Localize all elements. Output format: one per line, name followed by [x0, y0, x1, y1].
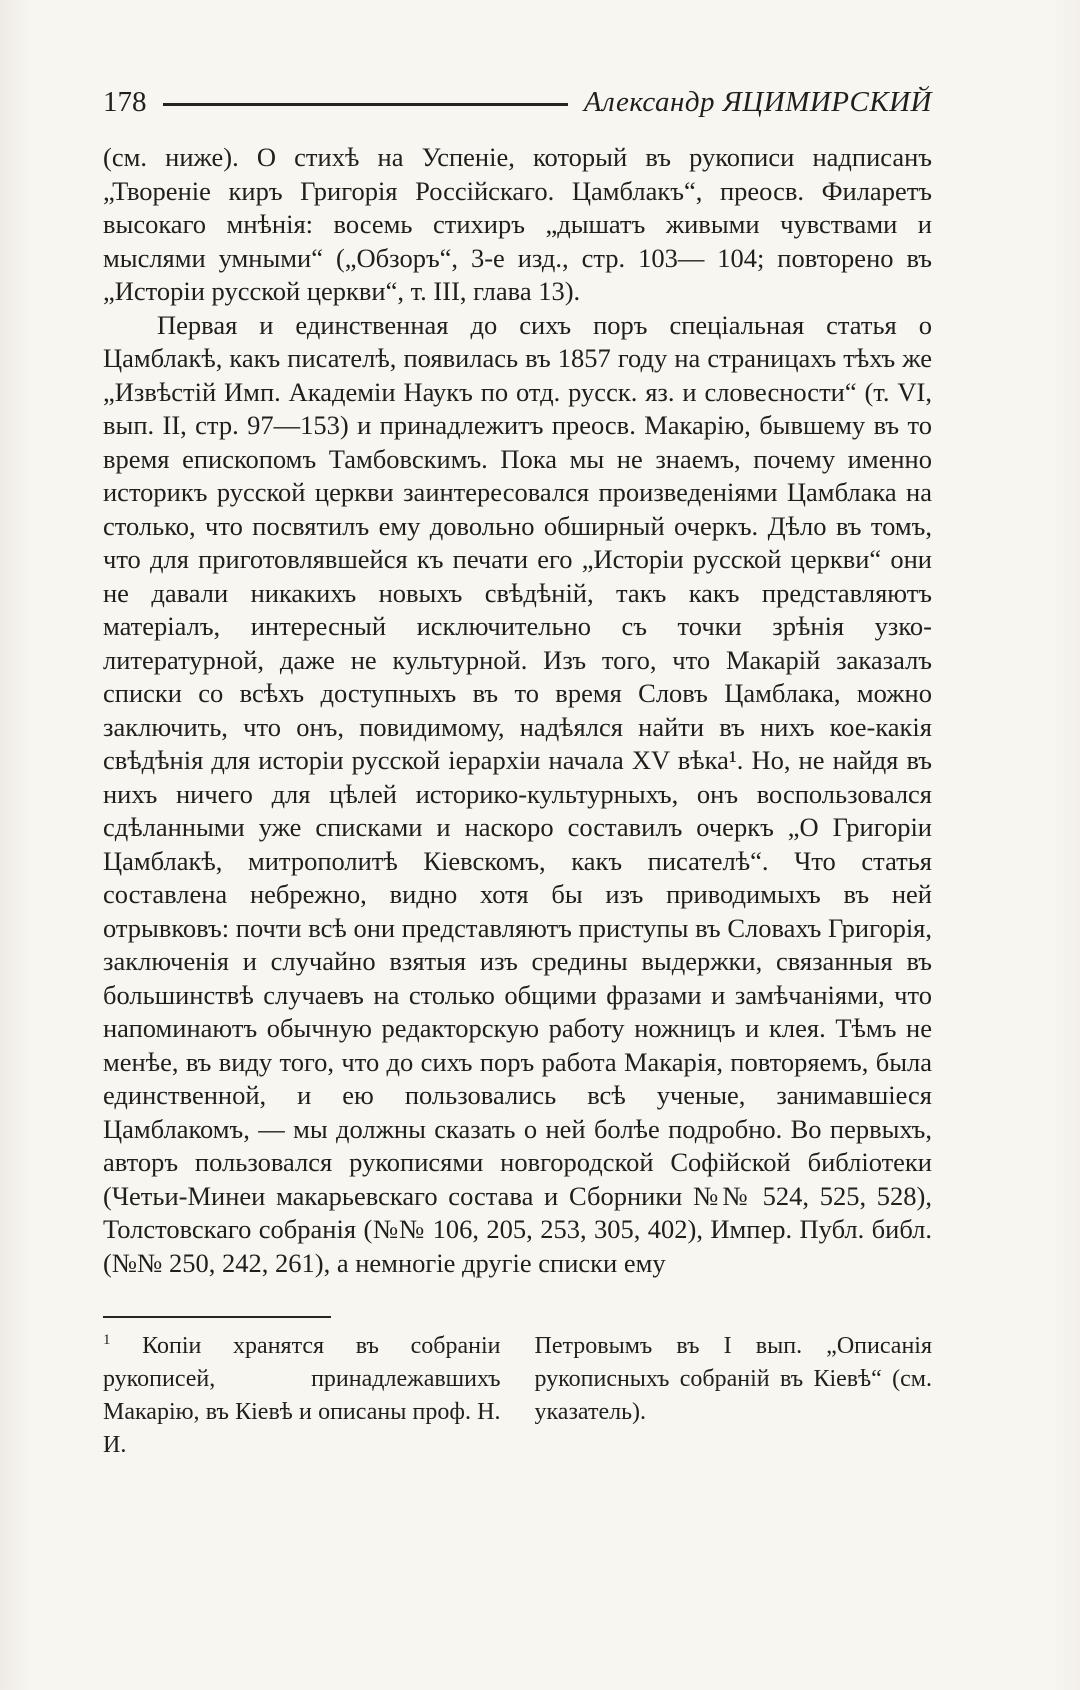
- running-header: [103, 86, 932, 119]
- page-number: 178: [103, 86, 147, 118]
- footnote-marker: 1: [103, 1332, 111, 1348]
- header-rule: [163, 103, 568, 106]
- footnote-divider: [103, 1316, 331, 1318]
- page-body: [103, 141, 932, 1280]
- footnote-columns: [103, 1330, 932, 1462]
- footnote-left-text: Копіи хранятся въ собраніи рукописей, принадлежавшихъ Макарію, въ Кіевѣ и описаны проф. Н. И.: [103, 1333, 501, 1458]
- paragraph: Первая и единственная до сихъ поръ спеціальная статья о Цамблакѣ, какъ писателѣ, появилась въ 1857 году на страницахъ тѣхъ же „Извѣстій Имп. Академіи Наукъ по отд. русск. яз. и словесности“ (т. VI, вып. II, стр. 97—153) и принадлежитъ преосв. Макарію, бывшему въ то время епископомъ Тамбовскимъ. Пока мы не знаемъ, почему именно историкъ русской церкви заинтересовался произведеніями Цамблака на столько, что посвятилъ ему довольно обширный очеркъ. Дѣло въ томъ, что для приготовлявшейся къ печати его „Исторіи русской церкви“ они не давали никакихъ новыхъ свѣдѣній, такъ какъ представляютъ матеріалъ, интересный исключительно съ точки зрѣнія узко-литературной, даже не культурной. Изъ того, что Макарій заказалъ списки со всѣхъ доступныхъ въ то время Словъ Цамблака, можно заключить, что онъ, повидимому, надѣялся найти въ нихъ кое-какія свѣдѣнія для исторіи русской іерархіи начала XV вѣка¹. Но, не найдя въ нихъ ничего для цѣлей историко-культурныхъ, онъ воспользовался сдѣланными уже списками и наскоро составилъ очеркъ „О Григоріи Цамблакѣ, митрополитѣ Кіевскомъ, какъ писателѣ“. Что статья составлена небрежно, видно хотя бы изъ приводимыхъ въ ней отрывковъ: почти всѣ они представляютъ приступы въ Словахъ Григорія, заключенія и случайно взятыя изъ средины выдержки, связанныя въ большинствѣ случаевъ на столько общими фразами и замѣчаніями, что напоминаютъ обычную редакторскую работу ножницъ и клея. Тѣмъ не менѣе, въ виду того, что до сихъ поръ работа Макарія, повторяемъ, была единственной, и ею пользовались всѣ ученые, занимавшіеся Цамблакомъ, — мы должны сказать о ней болѣе подробно. Во первыхъ, авторъ пользовался рукописями новгородской Софійской библіотеки (Четьи-Минеи макарьевскаго состава и Сборники №№ 524, 525, 528), Толстовскаго собранія (№№ 106, 205, 253, 305, 402), Импер. Публ. библ. (№№ 250, 242, 261), а немногіе другіе списки ему: [103, 309, 932, 1278]
- footnotes-section: [103, 1316, 932, 1462]
- footnote-right-column: Петровымъ въ I вып. „Описанія рукописныхъ собраній въ Кіевѣ“ (см. указатель).: [534, 1333, 932, 1425]
- running-head-author: Александр ЯЦИМИРСКИЙ: [583, 86, 932, 118]
- paragraph-continuation: (см. ниже). О стихѣ на Успеніе, который въ рукописи надписанъ „Твореніе киръ Григорія Россійскаго. Цамблакъ“, преосв. Филаретъ высокаго мнѣнія: восемь стихиръ „дышатъ живыми чувствами и мыслями умными“ („Обзоръ“, 3-е изд., стр. 103— 104; повторено въ „Исторіи русской церкви“, т. III, глава 13).: [103, 142, 932, 306]
- footnote-left-column: [103, 1330, 501, 1462]
